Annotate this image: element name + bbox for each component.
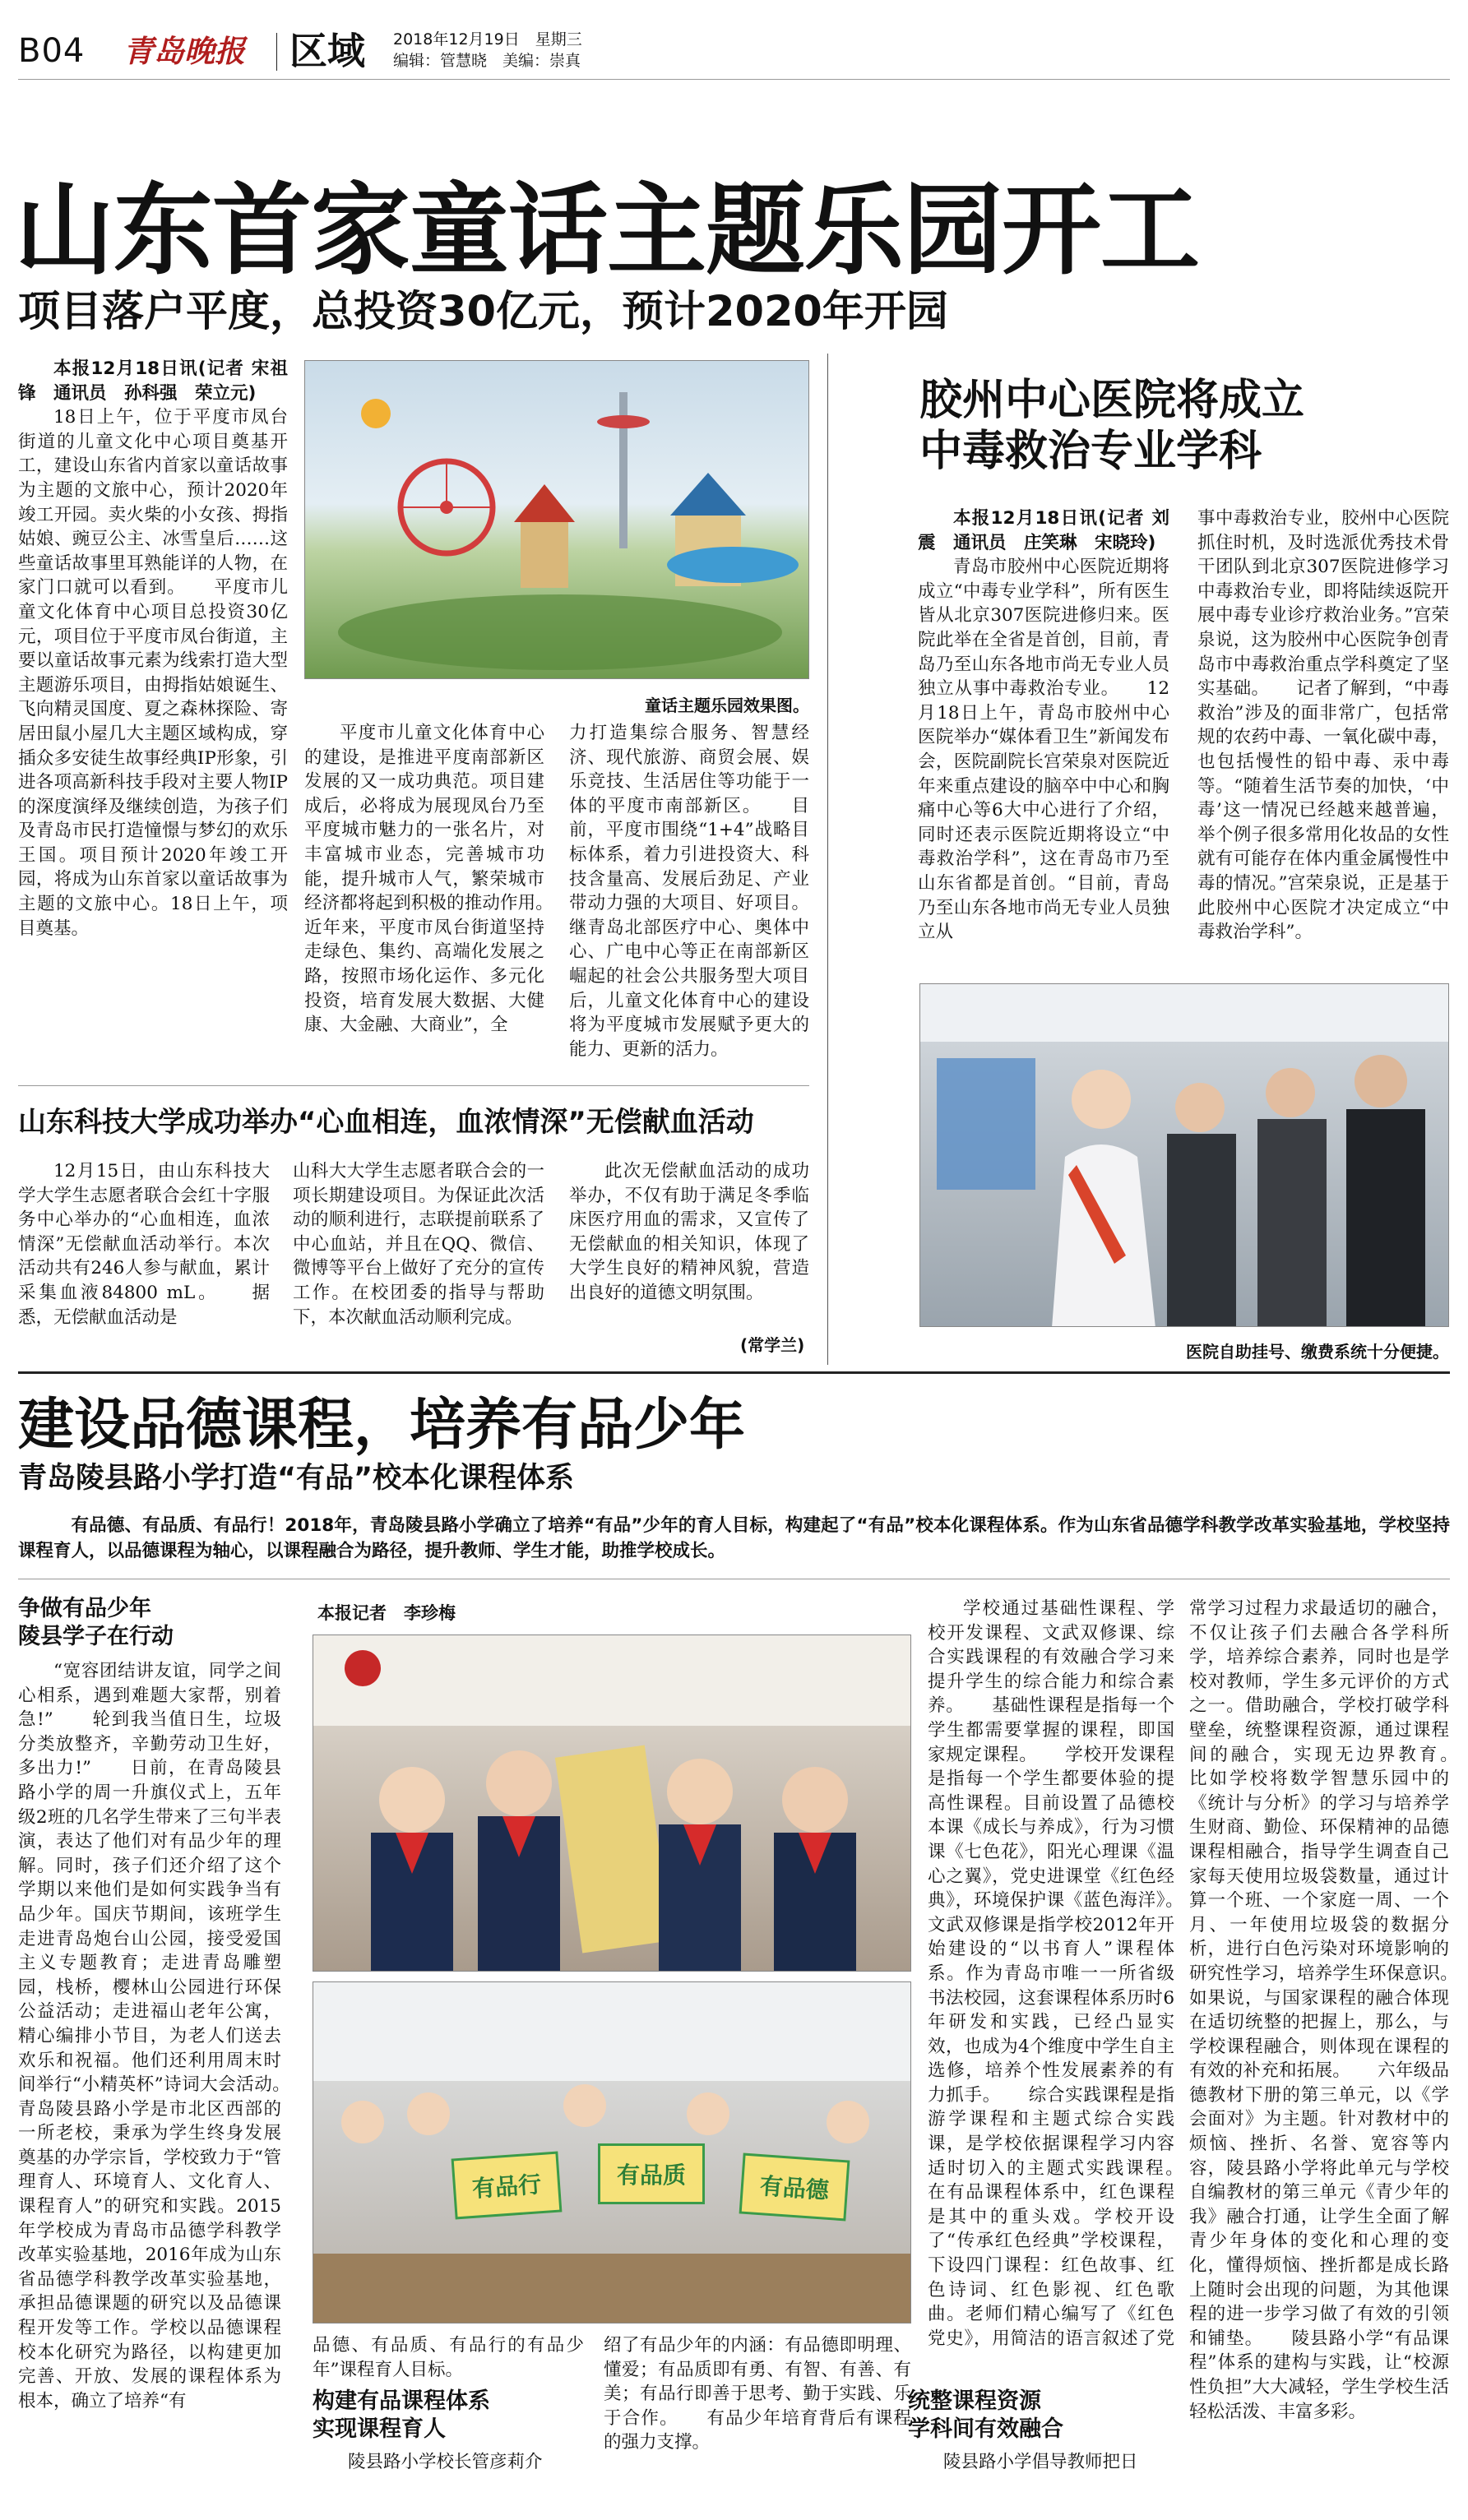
students-holding-signs-illustration <box>313 1635 911 1972</box>
sign-you-pin-zhi: 有品质 <box>598 2143 705 2204</box>
story1-col1-text: 18日上午，位于平度市凤台街道的儿童文化中心项目奠基开工，建设山东省内首家以童话故事为主题的文旅中心，预计2020年竣工开园。卖火柴的小女孩、拇指姑娘、豌豆公主、冰雪皇后……这些童话故事里耳熟能详的人物，在家门口就可以看到。 平度市儿童文化体育中心项目总投资30亿元，项目位于平度市凤台街道，主要以童话故事元素为线索打造大型主题游乐项目，由拇指姑娘诞生、飞向精灵国度、夏之森林探险、寄居田鼠小屋几大主题区域构成，穿插众多安徒生故事经典IP形象，引进各项高新科技手段对主要人物IP的深度演绎及继续创造，为孩子们及青岛市民打造憧憬与梦幻的欢乐王国。项目预计2020年竣工开园，将成为山东首家以童话故事为主题的文旅中心。18日上午，项目奠基。 <box>18 407 288 939</box>
story3-col1 <box>918 506 1169 993</box>
students-photo-bottom <box>313 1981 911 2323</box>
story4-col4b: 陵县路小学倡导教师把日 <box>943 2452 1138 2472</box>
story3-col1-text: 青岛市胶州中心医院近期将成立“中毒专业学科”，所有医生皆从北京307医院进修归来。医院此举在全省是首创，目前，青岛乃至山东各地市尚无专业人员独立从事中毒救治专业。 12月18日上午，青岛市胶州中心医院举办“媒体看卫生”新闻发布会，医院副院长宫荣泉对医院近年来重点建设的脑卒中中心和胸痛中心等6大中心进行了介绍，同时还表示医院近期将设立“中毒救治学科”，这在青岛市乃至山东省都是首创。“目前，青岛乃至山东各地市尚无专业人员独立从 <box>918 557 1169 943</box>
header-divider <box>276 33 277 71</box>
editors: 编辑：管慧晓 美编：崇真 <box>393 52 581 70</box>
story4-col2b: 陵县路小学校长管彦莉介 <box>348 2452 543 2472</box>
story4-sub2-line1: 构建有品课程体系 <box>313 2388 490 2414</box>
story1-photo-caption: 童话主题乐园效果图。 <box>645 696 809 715</box>
story1-bottom-rule <box>18 1085 809 1086</box>
theme-park-rendering <box>304 360 809 679</box>
section-title: 区域 <box>289 29 365 73</box>
story1-subhead: 项目落户平度，总投资30亿元，预计2020年开园 <box>18 288 948 336</box>
story3-byline: 本报12月18日讯(记者 刘震 通讯员 庄笑琳 宋晓玲) <box>918 508 1169 553</box>
header-rule <box>18 79 1450 80</box>
story1-byline: 本报12月18日讯(记者 宋祖锋 通讯员 孙科强 荣立元) <box>18 358 288 404</box>
hospital-scene-illustration <box>920 984 1449 1327</box>
story3-headline-line2: 中毒救治专业学科 <box>919 427 1262 476</box>
story1-col2: 平度市儿童文化体育中心的建设，是推进平度南部新区发展的又一成功典范。项目建成后，必将成为展现凤台乃至平度城市魅力的一张名片，对丰富城市业态，完善城市功能，提升城市人气，繁荣城市经济都将起到积极的推动作用。 近年来，平度市凤台街道坚持走绿色、集约、高端化发展之路，按照市场化运作、多元化投资，培育发展大数据、大健康、大金融、大商业”，全 <box>304 723 544 1036</box>
story4-top-rule <box>18 1371 1450 1374</box>
story2-headline: 山东科技大学成功举办“心血相连，血浓情深”无偿献血活动 <box>18 1106 754 1139</box>
story4-sub1-line1: 争做有品少年 <box>18 1596 151 1621</box>
story4-byline: 本报记者 李珍梅 <box>317 1603 456 1623</box>
story1-col3: 力打造集综合服务、智慧经济、现代旅游、商贸会展、娱乐竞技、生活居住等功能于一体的平度市南部新区。 目前，平度市围绕“1+4”战略目标体系，着力引进投资大、科技含量高、发展后劲足、产业带动力强的大项目、好项目。继青岛北部医疗中心、奥体中心、广电中心等正在南部新区崛起的社会公共服务型大项目后，儿童文化体育中心的建设将为平度城市发展赋予更大的能力、更新的活力。 <box>569 723 809 1060</box>
story2-col3: 此次无偿献血活动的成功举办，不仅有助于满足冬季临床医疗用血的需求，又宣传了无偿献血的相关知识，体现了大学生良好的精神风貌，营造出良好的道德文明氛围。 <box>569 1161 809 1303</box>
story3-col2: 事中毒救治专业，胶州中心医院抓住时机，及时选派优秀技术骨干团队到北京307医院进修学习中毒救治专业，即将陆续返院开展中毒专业诊疗救治业务。”宫荣泉说，这为胶州中心医院争创青岛市中毒救治重点学科奠定了坚实基础。 记者了解到，“中毒救治”涉及的面非常广，包括常规的农药中毒、一氧化碳中毒，也包括慢性的铅中毒、汞中毒等。“随着生活节奏的加快，‘中毒’这一情况已经越来越普遍，举个例子很多常用化妆品的女性就有可能存在体内重金属慢性中毒的情况。”宫荣泉说，正是基于此胶州中心医院才决定成立“中毒救治学科”。 <box>1197 508 1449 943</box>
theme-park-illustration <box>305 361 809 679</box>
story4-col3a: 绍了有品少年的内涵：有品德即明理、懂爱；有品质即有勇、有智、有善、有美；有品行即善于思考、勤于实践、乐于合作。 有品少年培育背后有课程的强力支撑。 <box>604 2335 911 2453</box>
story4-headline: 建设品德课程，培养有品少年 <box>18 1393 746 1458</box>
paper-name-logo: 青岛晚报 <box>123 33 245 69</box>
story4-col4: 学校通过基础性课程、学校开发课程、文武双修课、综合实践课程的有效融合学习来提升学生的综合能力和综合素养。 基础性课程是指每一个学生都需要掌握的课程，即国家规定课程。 学校开发课程是指每一个学生都要体验的提高性课程。目前设置了品德校本课《成长与养成》，行为习惯课《七色花》，阳光心理课《温心之翼》，党史进课堂《红色经典》，环境保护课《蓝色海洋》。 文武双修课是指学校2012年开始建设的“以书育人”课程体系。作为青岛市唯一一所省级书法校园，这套课程体系历时6年研发和实践，已经凸显实效，也成为4个维度中学生自主选修，培养个性发展素养的有力抓手。 综合实践课程是指游学课程和主题式综合实践课，是学校依据课程学习内容适时切入的主题式实践课程。 在有品课程体系中，红色课程是其中的重头戏。学校开设了“传承红色经典”学校课程，下设四门课程：红色故事、红色诗词、红色影视、红色歌曲。老师们精心编写了《红色党史》，用简洁的语言叙述了党 <box>928 1598 1174 2348</box>
story2-col2: 山科大大学生志愿者联合会的一项长期建设项目。为保证此次活动的顺利进行，志联提前联系了中心血站，并且在QQ、微信、微博等平台上做好了充分的宣传工作。在校团委的指导与帮助下，本次献血活动顺利完成。 <box>293 1161 544 1328</box>
story1-headline: 山东首家童话主题乐园开工 <box>15 173 1200 289</box>
students-photo-top <box>313 1635 911 1972</box>
story3-headline-line1: 胶州中心医院将成立 <box>919 376 1305 425</box>
story1-col1 <box>18 357 288 1074</box>
story2-author: (常学兰) <box>740 1335 805 1355</box>
column-divider <box>827 354 828 1365</box>
story4-col5: 常学习过程力求最适切的融合，不仅让孩子们去融合各学科所学，培养综合素养，同时也是学校对教师，学生多元评价的方式之一。借助融合，学校打破学科壁垒，统整课程资源，通过课程间的融合，实现无边界教育。 比如学校将数学智慧乐园中的《统计与分析》的学习与培养学生财商、勤俭、环保精神的品德课程相融合，指导学生调查自己家每天使用垃圾袋数量，通过计算一个班、一个家庭一周、一个月、一年使用垃圾袋的数据分析，进行白色污染对环境影响的研究性学习，培养学生环保意识。 如果说，与国家课程的融合体现在适切统整的把握上，那么，与学校课程融合，则体现在课程的有效的补充和拓展。 六年级品德教材下册的第三单元，以《学会面对》为主题。针对教材中的烦恼、挫折、名誉、宽容等内容，陵县路小学将此单元与学校自编教材的第三单元《青少年的我》融合打通，让学生全面了解青少年身体的变化和心理的变化，懂得烦恼、挫折都是成长路上随时会出现的问题，为其他课程的进一步学习做了有效的引领和铺垫。 陵县路小学“有品课程”体系的建构与实践，让“校源性负担”大大减轻，学生学校生活轻松活泼、丰富多彩。 <box>1189 1598 1449 2422</box>
story4-col2a: 品德、有品质、有品行的有品少年”课程育人目标。 <box>313 2335 584 2380</box>
story4-sub1-line2: 陵县学子在行动 <box>18 1624 174 1649</box>
sign-you-pin-xing: 有品行 <box>452 2152 563 2220</box>
story4-sub3-line1: 统整课程资源 <box>908 2388 1041 2414</box>
story4-sub2-line2: 实现课程育人 <box>313 2416 446 2442</box>
story4-sub3-line2: 学科间有效融合 <box>908 2416 1063 2442</box>
story4-col1: “宽容团结讲友谊，同学之间心相系，遇到难题大家帮，别着急!” 轮到我当值日生，垃圾分类放整齐，辛勤劳动卫生好，多出力!” 日前，在青岛陵县路小学的周一升旗仪式上，五年级2班的几名学生带来了三句半表演，表达了他们对有品少年的理解。同时，孩子们还介绍了这个学期以来他们是如何实践争当有品少年。国庆节期间，该班学生走进青岛炮台山公园，接受爱国主义专题教育；走进青岛雕塑园，栈桥，樱林山公园进行环保公益活动；走进福山老年公寓，精心编排小节目，为老人们送去欢乐和祝福。他们还利用周末时间举行“小精英杯”诗词大会活动。 青岛陵县路小学是市北区西部的一所老校，秉承为学生终身发展奠基的办学宗旨，学校致力于“管理育人、环境育人、文化育人、课程育人”的研究和实践。2015年学校成为青岛市品德学科教学改革实验基地，2016年成为山东省品德学科教学改革实验基地，承担品德课题的研究以及品德课程开发等工作。学校以品德课程校本化研究为路径，以构建更加完善、开放、发展的课程体系为根本，确立了培养“有 <box>18 1661 281 2411</box>
issue-date: 2018年12月19日 星期三 <box>393 30 582 49</box>
sign-you-pin-de: 有品德 <box>739 2153 850 2222</box>
story2-col1: 12月15日，由山东科技大学大学生志愿者联合会红十字服务中心举办的“心血相连，血浓情深”无偿献血活动举行。本次活动共有246人参与献血，累计采集血液84800 mL。 据悉，无偿献血活动是 <box>18 1161 270 1328</box>
story4-subhead: 青岛陵县路小学打造“有品”校本化课程体系 <box>18 1462 575 1495</box>
page-number: B04 <box>18 32 86 70</box>
hospital-self-service-photo <box>919 983 1449 1327</box>
story4-lead: 有品德、有品质、有品行！2018年，青岛陵县路小学确立了培养“有品”少年的育人目标，构建起了“有品”校本化课程体系。作为山东省品德学科教学改革实验基地，学校坚持课程育人，以品德课程为轴心，以课程融合为路径，提升教师、学生才能，助推学校成长。 <box>18 1515 1450 1561</box>
story3-photo-caption: 医院自助挂号、缴费系统十分便捷。 <box>1186 1342 1449 1362</box>
